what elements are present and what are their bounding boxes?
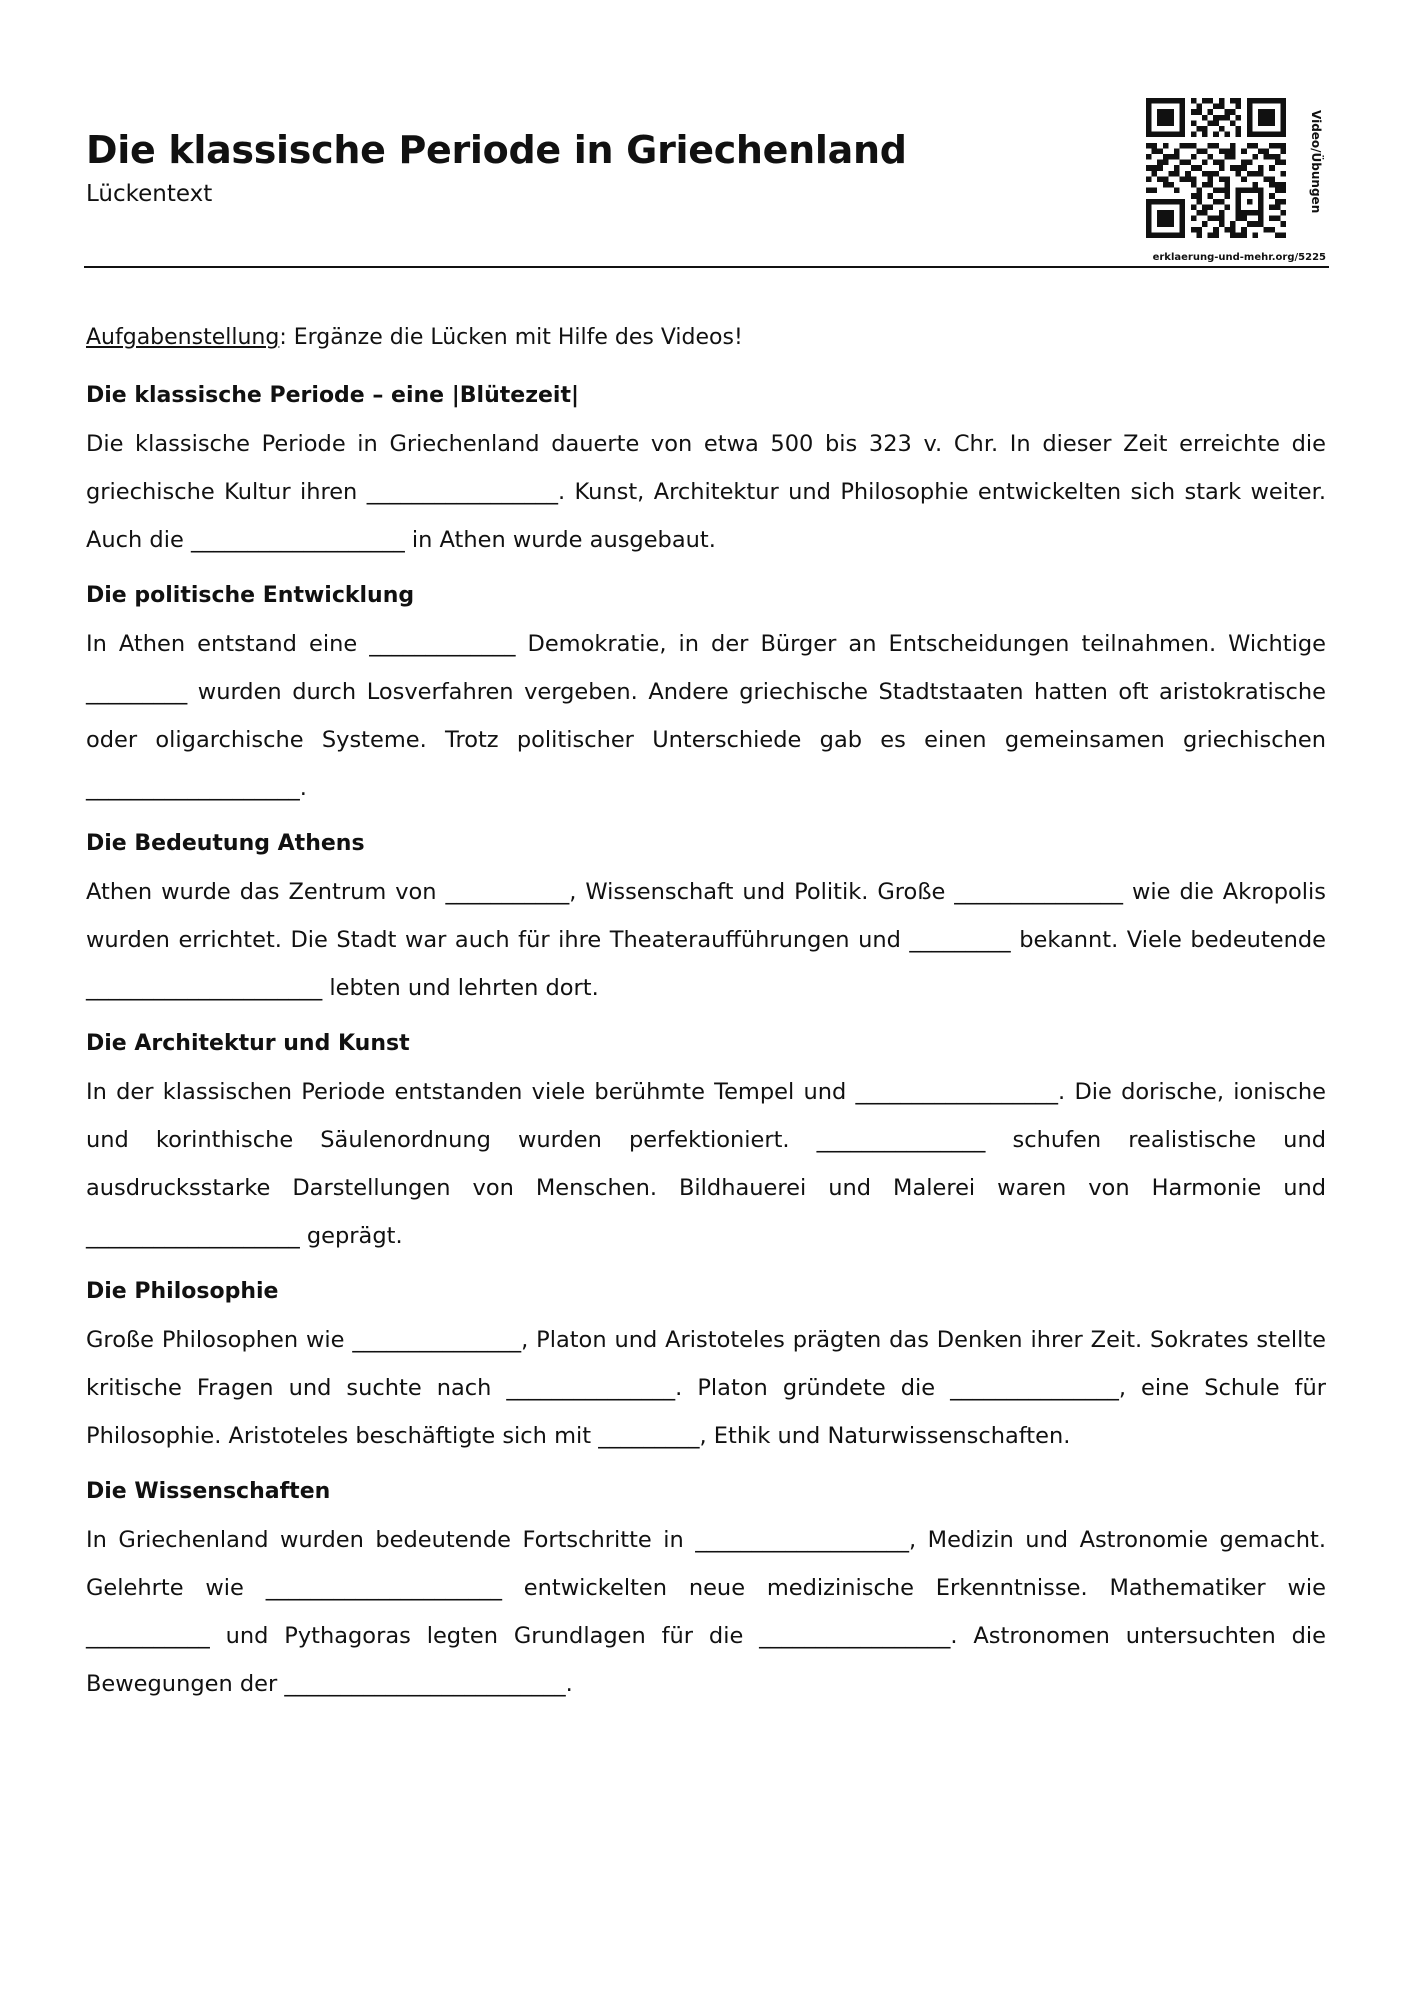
section-title: Die politische Entwicklung [86,583,415,608]
task-instruction [86,320,1326,356]
task-label: Aufgabenstellung [86,325,280,350]
worksheet-content [86,320,1326,1716]
section-text: In Griechenland wurden bedeutende Fortschritte in ___________________, Medizin und Astronomie gemacht. Gelehrte wie _____________________ entwickelten neue medizinische Erkenntnisse. Mathematiker wie ___________ und Pythagoras legten Grundlagen für die _________________. Astronomen untersuchten die Bewegungen der _________________________. [86,1527,1326,1697]
section-architektur-kunst [86,1020,1326,1260]
section-bedeutung-athens [86,820,1326,1012]
section-title: Die Architektur und Kunst [86,1031,410,1056]
qr-side-label: Video/Übungen [1309,110,1323,214]
section-wissenschaften [86,1468,1326,1708]
section-title: Die Bedeutung Athens [86,831,365,856]
section-text: Große Philosophen wie _______________, Platon und Aristoteles prägten das Denken ihrer Zeit. Sokrates stellte kritische Fragen und suchte nach _______________. Platon gründete die _______________, eine Schule für Philosophie. Aristoteles beschäftigte sich mit _________, Ethik und Naturwissenschaften. [86,1327,1326,1449]
task-text: : Ergänze die Lücken mit Hilfe des Videos! [279,325,743,350]
section-text: In der klassischen Periode entstanden viele berühmte Tempel und __________________. Die dorische, ionische und korinthische Säulenordnung wurden perfektioniert. _______________ schufen realistische und ausdrucksstarke Darstellungen von Menschen. Bildhauerei und Malerei waren von Harmonie und ___________________ geprägt. [86,1079,1326,1249]
section-bluetezeit [86,372,1326,564]
qr-code [1146,98,1286,238]
section-philosophie [86,1268,1326,1460]
header-divider [84,266,1329,268]
section-text: Die klassische Periode in Griechenland dauerte von etwa 500 bis 323 v. Chr. In dieser Zeit erreichte die griechische Kultur ihren _________________. Kunst, Architektur und Philosophie entwickelten sich stark weiter. Auch die ___________________ in Athen wurde ausgebaut. [86,431,1326,553]
page-title: Die klassische Periode in Griechenland [86,128,907,172]
section-politische-entwicklung [86,572,1326,812]
qr-url-link[interactable]: erklaerung-und-mehr.org/5225 [1152,252,1326,263]
section-title: Die Wissenschaften [86,1479,331,1504]
page-subtitle: Lückentext [86,181,213,207]
section-title: Die klassische Periode – eine |Blütezeit| [86,383,580,408]
section-text: In Athen entstand eine _____________ Demokratie, in der Bürger an Entscheidungen teilnahmen. Wichtige _________ wurden durch Losverfahren vergeben. Andere griechische Stadtstaaten hatten oft aristokratische oder oligarchische Systeme. Trotz politischer Unterschiede gab es einen gemeinsamen griechischen ___________________. [86,631,1326,801]
section-title: Die Philosophie [86,1279,279,1304]
section-text: Athen wurde das Zentrum von ___________, Wissenschaft und Politik. Große _______________ wie die Akropolis wurden errichtet. Die Stadt war auch für ihre Theateraufführungen und _________ bekannt. Viele bedeutende _____________________ lebten und lehrten dort. [86,879,1326,1001]
